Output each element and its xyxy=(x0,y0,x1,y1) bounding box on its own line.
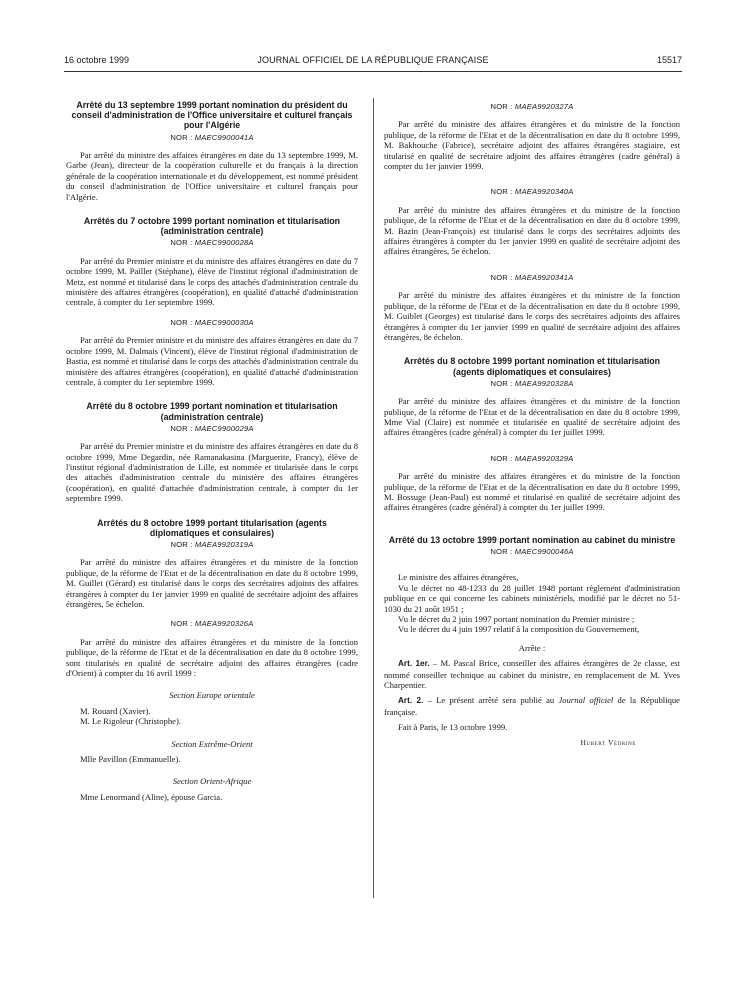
column-divider xyxy=(373,98,374,898)
decree-text: Par arrêté du ministre des affaires étrangères et du ministre de la fonction publique, de la réforme de l'Etat et de la décentralisation en date du 8 octobre 1999, M. Bakhouche (Fabrice), secrétaire adjoint des affaires étrangères stagiaire, est titularisé en qualité de secrétaire adjoint des affaires étrangères (cadre général) à compter du 1er janvier 1999. xyxy=(384,119,680,172)
decree-title: Arrêté du 13 septembre 1999 portant nomination du président du conseil d'administration de l'Office universitaire et culturel français pour l'Algérie xyxy=(71,100,353,131)
article-1-label: Art. 1er. xyxy=(398,659,430,669)
done-at: Fait à Paris, le 13 octobre 1999. xyxy=(398,722,508,733)
decree-title: Arrêté du 8 octobre 1999 portant nomination et titularisation (administration centrale) xyxy=(86,401,338,422)
decree-text: Par arrêté du ministre des affaires étrangères et du ministre de la fonction publique, de la réforme de l'Etat et de la décentralisation en date du 8 octobre 1999, M. Guiblet (Georges) est titularisé dans le corps des secrétaires adjoints des affaires étrangères à compter du 1er janvier 1999 en qualité de secrétaire adjoint des affaires étrangères, 8e échelon. xyxy=(384,290,680,342)
preamble-line: Le ministre des affaires étrangères, xyxy=(398,572,519,583)
preamble-line: Vu le décret du 4 juin 1997 relatif à la composition du Gouvernement, xyxy=(398,624,640,635)
decree-text: Par arrêté du ministre des affaires étrangères et du ministre de la fonction publique, de la réforme de l'Etat et de la décentralisation en date du 8 octobre 1999, M. Bossuge (Jean-Paul) est nommé et titularisé en qualité de secrétaire adjoint des affaires étrangères (cadre général) à compter du 1er juillet 1999. xyxy=(384,471,680,513)
decree-text: Par arrêté du ministre des affaires étrangères et du ministre de la fonction publique, de la réforme de l'Etat et de la décentralisation en date du 8 octobre 1999, sont titularisés en qualité de secrétaire adjoint des affaires étrangères (cadre d'Orient) à compter du 16 avril 1999 : xyxy=(66,636,358,679)
header-journal-title: JOURNAL OFFICIEL DE LA RÉPUBLIQUE FRANÇAISE xyxy=(257,55,489,65)
nor-reference: NOR : MAEA9920326A xyxy=(170,619,254,629)
preamble-line: Vu le décret du 2 juin 1997 portant nomination du Premier ministre ; xyxy=(398,614,635,625)
header-page-number: 15517 xyxy=(656,55,682,65)
article-2: Art. 2. – Le présent arrêté sera publié au Journal officiel de la République française. xyxy=(384,695,680,717)
decree-title: Arrêtés du 8 octobre 1999 portant nomination et titularisation (agents diplomatiques et consulaires) xyxy=(403,356,661,377)
arrete-heading: Arrête : xyxy=(518,642,546,653)
nor-reference: NOR : MAEA9920341A xyxy=(490,272,574,282)
article-2-label: Art. 2. xyxy=(398,696,424,706)
decree-text: Par arrêté du Premier ministre et du ministre des affaires étrangères en date du 7 octobre 1999, M. Dalmais (Vincent), élève de l'institut régional d'administration de Bastia, est nommé et titularisé dans le corps des attachés d'administration centrale du ministère des affaires étrangères (coopération), en qualité d'attaché d'administration centrale, à compter du 1er septembre 1999. xyxy=(66,335,358,387)
preamble-line: Vu le décret no 48-1233 du 28 juillet 1948 portant règlement d'administration publique en ce qui concerne les cabinets ministériels, modifié par le décret no 51-1030 du 21 août 1951 ; xyxy=(384,582,680,614)
header-date: 16 octobre 1999 xyxy=(64,55,130,65)
right-column xyxy=(384,100,680,748)
article-1: Art. 1er. – M. Pascal Brice, conseiller des affaires étrangères de 2e classe, est nommé conseiller technique au cabinet du ministre, en remplacement de M. Yves Charpentier. xyxy=(384,658,680,691)
decree-text: Par arrêté du ministre des affaires étrangères et du ministre de la fonction publique, de la réforme de l'Etat et de la décentralisation en date du 8 octobre 1999, M. Bazin (Jean-François) est titularisé dans le corps des secrétaires adjoints des affaires étrangères à compter du 1er janvier 1999 en qualité de secrétaire adjoint des affaires étrangères, 5e échelon. xyxy=(384,204,680,257)
nor-reference: NOR : MAEC9900041A xyxy=(170,132,254,142)
decree-text: Par arrêté du ministre des affaires étrangères et du ministre de la fonction publique, de la réforme de l'Etat et de la décentralisation en date du 8 octobre 1999, M. Guillet (Gérard) est titularisé dans le corps des secrétaires adjoints des affaires étrangères à compter du 1er janvier 1999 en qualité de secrétaire adjoint des affaires étrangères, 5e échelon. xyxy=(66,557,358,610)
signatory: Hubert Védrine xyxy=(580,737,636,747)
decree-text: Par arrêté du ministre des affaires étrangères en date du 13 septembre 1999, M. Garbe (Jean), directeur de la coopération culturelle et du français à la direction générale de la coopération internationale et du développement, est nommé président du conseil d'administration de l'Office universitaire et culturel français pour l'Algérie. xyxy=(66,150,358,202)
left-column xyxy=(66,100,358,802)
nor-reference: NOR : MAEC9900030A xyxy=(170,317,254,327)
nor-reference: NOR : MAEA9920340A xyxy=(490,187,574,197)
page-header xyxy=(64,55,682,69)
section-heading: Section Orient-Afrique xyxy=(172,776,252,787)
section-heading: Section Extrême-Orient xyxy=(171,738,253,749)
appointee-name: Mlle Pavillon (Emmanuelle). xyxy=(80,754,181,765)
section-heading: Section Europe orientale xyxy=(169,690,255,701)
nor-reference: NOR : MAEC9900046A xyxy=(490,546,574,556)
nor-reference: NOR : MAEA9920329A xyxy=(490,453,574,463)
appointee-name: M. Rouard (Xavier). xyxy=(80,705,151,716)
decree-text: Par arrêté du Premier ministre et du ministre des affaires étrangères en date du 8 octobre 1999, Mme Degardin, née Ramanakasina (Marguerite, Francy), élève de l'institut régional d'administration de Lille, est nommée et titularisée dans le corps des attachés d'administration centrale du ministère des affaires étrangères (coopération), en qualité d'attachée d'administration centrale, à compter du 1er septembre 1999. xyxy=(66,441,358,504)
nor-reference: NOR : MAEA9920319A xyxy=(170,539,254,549)
appointee-name: Mme Lenormand (Aline), épouse Garcia. xyxy=(80,791,223,802)
decree-text: Par arrêté du ministre des affaires étrangères et du ministre de la fonction publique, de la réforme de l'Etat et de la décentralisation en date du 8 octobre 1999, Mme Vial (Claire) est nommée et titularisée en qualité de secrétaire adjoint des affaires étrangères (cadre général) à compter du 1er juillet 1999. xyxy=(384,396,680,438)
decree-text: Par arrêté du Premier ministre et du ministre des affaires étrangères en date du 7 octobre 1999, M. Pailler (Stéphane), élève de l'institut régional d'administration de Metz, est nommé et titularisé dans le corps des attachés d'administration centrale du ministère des affaires étrangères (coopération), en qualité d'attaché d'administration centrale, à compter du 1er septembre 1999. xyxy=(66,255,358,308)
decree-title: Arrêtés du 7 octobre 1999 portant nomination et titularisation (administration centrale) xyxy=(83,216,341,237)
header-rule xyxy=(64,71,682,72)
nor-reference: NOR : MAEA9920328A xyxy=(490,378,574,388)
decree-title: Arrêté du 13 octobre 1999 portant nomination au cabinet du ministre xyxy=(388,534,676,545)
nor-reference: NOR : MAEA9920327A xyxy=(490,102,574,111)
nor-reference: NOR : MAEC9900029A xyxy=(170,423,254,433)
decree-title: Arrêtés du 8 octobre 1999 portant titularisation (agents diplomatiques et consulaires) xyxy=(97,517,327,538)
appointee-name: M. Le Rigoleur (Christophe). xyxy=(80,716,181,727)
nor-reference: NOR : MAEC9900028A xyxy=(170,238,254,248)
